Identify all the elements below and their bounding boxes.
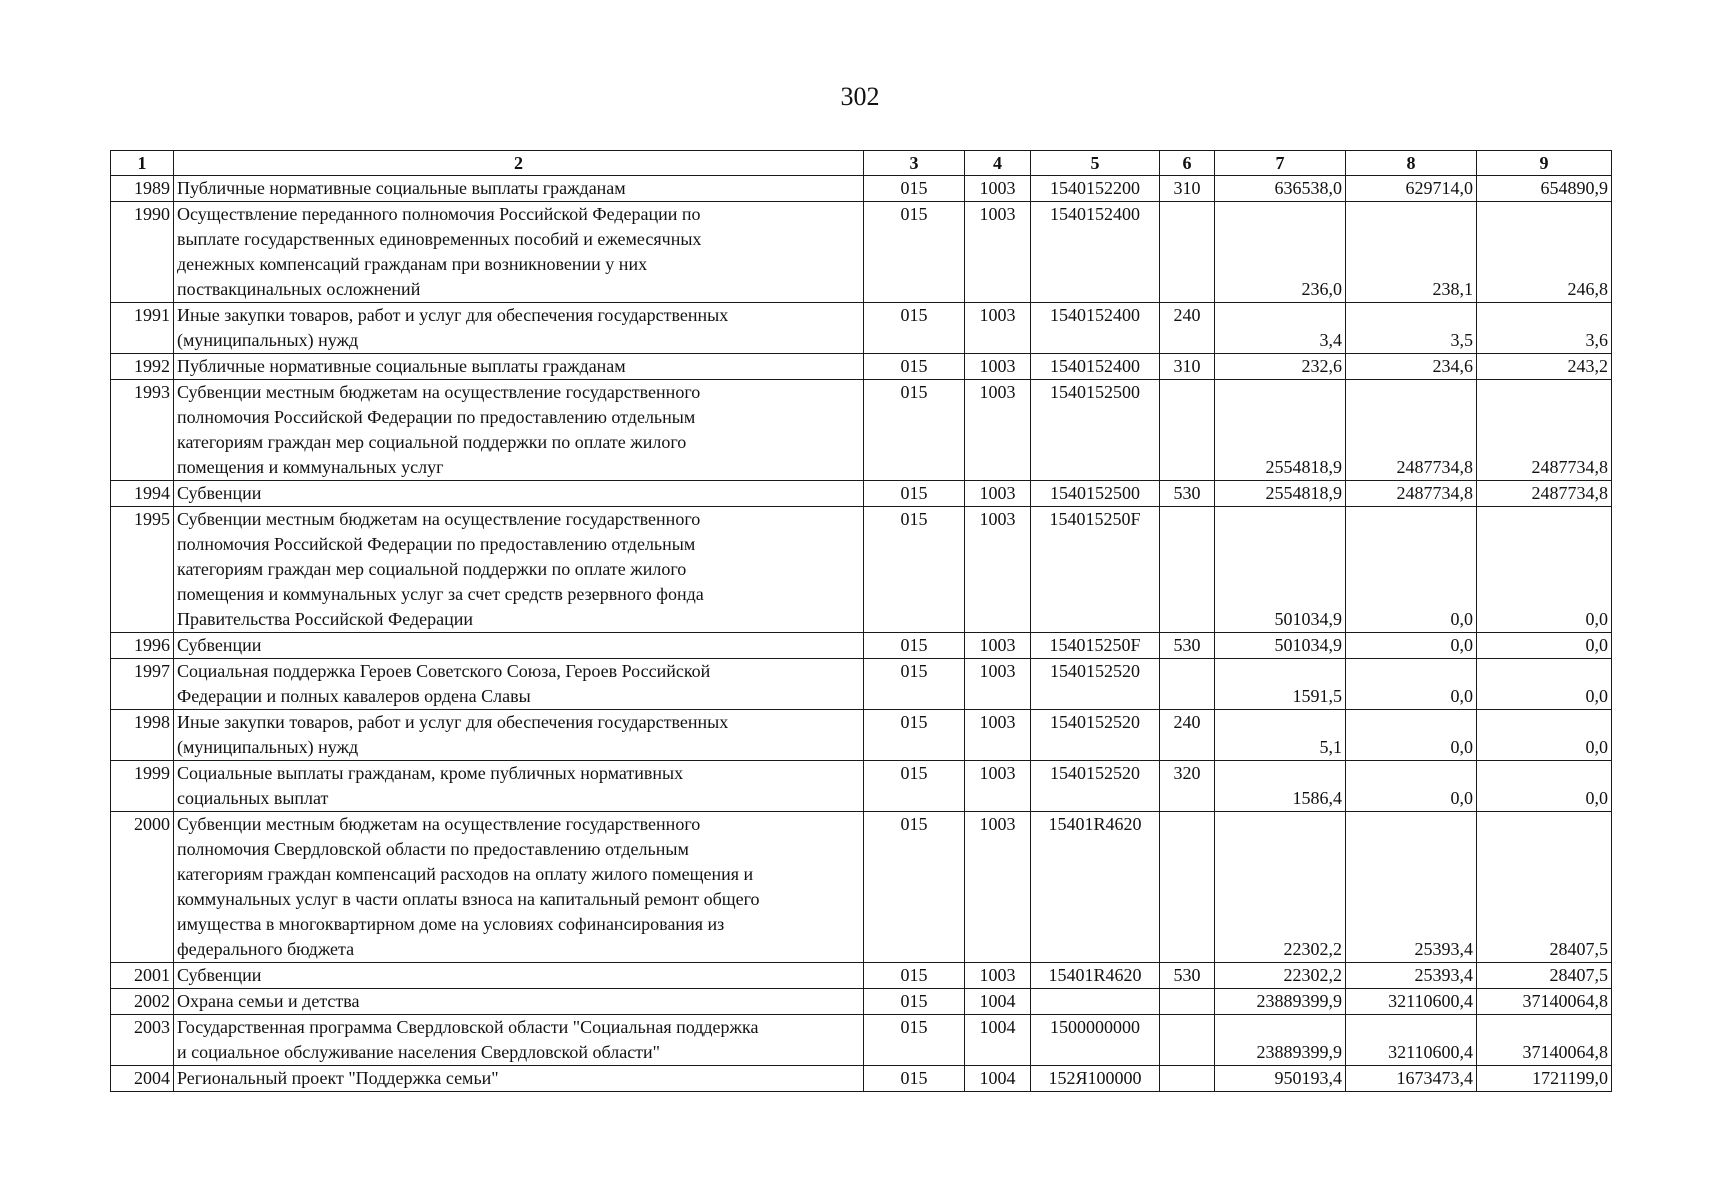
- section-code: 1003: [965, 710, 1031, 761]
- section-code: 1003: [965, 303, 1031, 354]
- amount-col-7: 22302,2: [1215, 812, 1346, 963]
- target-article-code: 15401R4620: [1031, 812, 1160, 963]
- ministry-code: 015: [864, 633, 965, 659]
- amount-col-9: 37140064,8: [1477, 1015, 1612, 1066]
- row-number: 1992: [111, 354, 174, 380]
- section-code: 1003: [965, 380, 1031, 481]
- expense-type-code: 240: [1160, 303, 1215, 354]
- amount-col-9: 0,0: [1477, 710, 1612, 761]
- table-row: [111, 176, 1612, 202]
- table-row: [111, 659, 1612, 710]
- ministry-code: 015: [864, 963, 965, 989]
- amount-col-9: 0,0: [1477, 761, 1612, 812]
- ministry-code: 015: [864, 659, 965, 710]
- amount-col-8: 0,0: [1346, 761, 1477, 812]
- budget-table: [110, 150, 1612, 1092]
- target-article-code: 1540152200: [1031, 176, 1160, 202]
- row-name: Иные закупки товаров, работ и услуг для обеспечения государственных (муниципальных) нужд: [174, 710, 864, 761]
- row-name: Социальная поддержка Героев Советского Союза, Героев Российской Федерации и полных кавалеров ордена Славы: [174, 659, 864, 710]
- section-code: 1004: [965, 989, 1031, 1015]
- column-header: 4: [965, 151, 1031, 176]
- row-name: Субвенции местным бюджетам на осуществление государственного полномочия Российской Федерации по предоставлению отдельным категориям граждан мер социальной поддержки по оплате жилого помещения и коммунальных услуг: [174, 380, 864, 481]
- column-header: 8: [1346, 151, 1477, 176]
- section-code: 1003: [965, 761, 1031, 812]
- row-name: Публичные нормативные социальные выплаты гражданам: [174, 176, 864, 202]
- expense-type-code: [1160, 202, 1215, 303]
- table-row: [111, 1015, 1612, 1066]
- column-header: 2: [174, 151, 864, 176]
- column-header: 5: [1031, 151, 1160, 176]
- amount-col-8: 1673473,4: [1346, 1066, 1477, 1092]
- target-article-code: 1540152500: [1031, 380, 1160, 481]
- section-code: 1003: [965, 963, 1031, 989]
- target-article-code: 1540152400: [1031, 303, 1160, 354]
- expense-type-code: 310: [1160, 354, 1215, 380]
- expense-type-code: 320: [1160, 761, 1215, 812]
- section-code: 1003: [965, 176, 1031, 202]
- row-number: 1994: [111, 481, 174, 507]
- row-number: 1998: [111, 710, 174, 761]
- amount-col-7: 232,6: [1215, 354, 1346, 380]
- row-number: 2002: [111, 989, 174, 1015]
- table-row: [111, 354, 1612, 380]
- row-number: 2001: [111, 963, 174, 989]
- row-name: Осуществление переданного полномочия Российской Федерации по выплате государственных единовременных пособий и ежемесячных денежных компенсаций гражданам при возникновении у них поствакцинальных осложнений: [174, 202, 864, 303]
- table-row: [111, 989, 1612, 1015]
- row-number: 2000: [111, 812, 174, 963]
- table-body: [111, 176, 1612, 1092]
- amount-col-8: 238,1: [1346, 202, 1477, 303]
- table-row: [111, 303, 1612, 354]
- expense-type-code: 530: [1160, 481, 1215, 507]
- amount-col-8: 0,0: [1346, 507, 1477, 633]
- section-code: 1004: [965, 1015, 1031, 1066]
- target-article-code: 1500000000: [1031, 1015, 1160, 1066]
- ministry-code: 015: [864, 202, 965, 303]
- amount-col-9: 2487734,8: [1477, 481, 1612, 507]
- ministry-code: 015: [864, 354, 965, 380]
- target-article-code: [1031, 989, 1160, 1015]
- amount-col-7: 1586,4: [1215, 761, 1346, 812]
- ministry-code: 015: [864, 761, 965, 812]
- amount-col-9: 0,0: [1477, 659, 1612, 710]
- target-article-code: 1540152520: [1031, 710, 1160, 761]
- amount-col-9: 37140064,8: [1477, 989, 1612, 1015]
- table-row: [111, 963, 1612, 989]
- row-name: Субвенции: [174, 481, 864, 507]
- header-row: [111, 151, 1612, 176]
- ministry-code: 015: [864, 507, 965, 633]
- amount-col-7: 5,1: [1215, 710, 1346, 761]
- expense-type-code: [1160, 1066, 1215, 1092]
- expense-type-code: [1160, 812, 1215, 963]
- table-row: [111, 507, 1612, 633]
- target-article-code: 15401R4620: [1031, 963, 1160, 989]
- section-code: 1003: [965, 481, 1031, 507]
- table-row: [111, 380, 1612, 481]
- row-number: 1991: [111, 303, 174, 354]
- table-row: [111, 481, 1612, 507]
- amount-col-9: 0,0: [1477, 633, 1612, 659]
- expense-type-code: 240: [1160, 710, 1215, 761]
- table-row: [111, 202, 1612, 303]
- column-header: 6: [1160, 151, 1215, 176]
- amount-col-8: 32110600,4: [1346, 1015, 1477, 1066]
- amount-col-9: 2487734,8: [1477, 380, 1612, 481]
- table-row: [111, 1066, 1612, 1092]
- section-code: 1003: [965, 659, 1031, 710]
- amount-col-8: 32110600,4: [1346, 989, 1477, 1015]
- amount-col-9: 3,6: [1477, 303, 1612, 354]
- amount-col-8: 629714,0: [1346, 176, 1477, 202]
- amount-col-9: 28407,5: [1477, 963, 1612, 989]
- row-name: Охрана семьи и детства: [174, 989, 864, 1015]
- row-name: Государственная программа Свердловской области "Социальная поддержка и социальное обслуживание населения Свердловской области": [174, 1015, 864, 1066]
- amount-col-9: 0,0: [1477, 507, 1612, 633]
- section-code: 1003: [965, 507, 1031, 633]
- column-header: 7: [1215, 151, 1346, 176]
- target-article-code: 1540152400: [1031, 202, 1160, 303]
- amount-col-9: 28407,5: [1477, 812, 1612, 963]
- expense-type-code: 530: [1160, 963, 1215, 989]
- amount-col-8: 0,0: [1346, 710, 1477, 761]
- amount-col-7: 950193,4: [1215, 1066, 1346, 1092]
- amount-col-7: 501034,9: [1215, 633, 1346, 659]
- amount-col-7: 2554818,9: [1215, 481, 1346, 507]
- row-number: 1997: [111, 659, 174, 710]
- amount-col-7: 236,0: [1215, 202, 1346, 303]
- column-header: 3: [864, 151, 965, 176]
- row-number: 1990: [111, 202, 174, 303]
- row-name: Публичные нормативные социальные выплаты гражданам: [174, 354, 864, 380]
- amount-col-8: 234,6: [1346, 354, 1477, 380]
- amount-col-7: 3,4: [1215, 303, 1346, 354]
- expense-type-code: [1160, 380, 1215, 481]
- expense-type-code: [1160, 507, 1215, 633]
- target-article-code: 154015250F: [1031, 507, 1160, 633]
- section-code: 1003: [965, 812, 1031, 963]
- amount-col-8: 25393,4: [1346, 812, 1477, 963]
- amount-col-7: 1591,5: [1215, 659, 1346, 710]
- amount-col-8: 0,0: [1346, 633, 1477, 659]
- ministry-code: 015: [864, 303, 965, 354]
- table-row: [111, 710, 1612, 761]
- ministry-code: 015: [864, 1066, 965, 1092]
- amount-col-8: 3,5: [1346, 303, 1477, 354]
- amount-col-9: 1721199,0: [1477, 1066, 1612, 1092]
- expense-type-code: [1160, 659, 1215, 710]
- page-number: 302: [840, 82, 880, 111]
- table-row: [111, 633, 1612, 659]
- row-number: 2004: [111, 1066, 174, 1092]
- ministry-code: 015: [864, 380, 965, 481]
- ministry-code: 015: [864, 812, 965, 963]
- section-code: 1004: [965, 1066, 1031, 1092]
- amount-col-9: 654890,9: [1477, 176, 1612, 202]
- amount-col-8: 0,0: [1346, 659, 1477, 710]
- amount-col-7: 22302,2: [1215, 963, 1346, 989]
- row-name: Иные закупки товаров, работ и услуг для обеспечения государственных (муниципальных) нужд: [174, 303, 864, 354]
- row-number: 2003: [111, 1015, 174, 1066]
- row-number: 1993: [111, 380, 174, 481]
- column-header: 9: [1477, 151, 1612, 176]
- target-article-code: 1540152520: [1031, 761, 1160, 812]
- amount-col-8: 25393,4: [1346, 963, 1477, 989]
- amount-col-7: 2554818,9: [1215, 380, 1346, 481]
- ministry-code: 015: [864, 989, 965, 1015]
- row-name: Социальные выплаты гражданам, кроме публичных нормативных социальных выплат: [174, 761, 864, 812]
- ministry-code: 015: [864, 1015, 965, 1066]
- amount-col-9: 246,8: [1477, 202, 1612, 303]
- amount-col-8: 2487734,8: [1346, 481, 1477, 507]
- row-name: Субвенции местным бюджетам на осуществление государственного полномочия Российской Федерации по предоставлению отдельным категориям граждан мер социальной поддержки по оплате жилого помещения и коммунальных услуг за счет средств резервного фонда Правительства Российской Федерации: [174, 507, 864, 633]
- ministry-code: 015: [864, 176, 965, 202]
- ministry-code: 015: [864, 710, 965, 761]
- row-number: 1995: [111, 507, 174, 633]
- section-code: 1003: [965, 633, 1031, 659]
- expense-type-code: 310: [1160, 176, 1215, 202]
- target-article-code: 1540152500: [1031, 481, 1160, 507]
- section-code: 1003: [965, 202, 1031, 303]
- amount-col-7: 636538,0: [1215, 176, 1346, 202]
- row-name: Субвенции: [174, 963, 864, 989]
- row-number: 1996: [111, 633, 174, 659]
- amount-col-7: 501034,9: [1215, 507, 1346, 633]
- amount-col-7: 23889399,9: [1215, 989, 1346, 1015]
- expense-type-code: [1160, 1015, 1215, 1066]
- expense-type-code: [1160, 989, 1215, 1015]
- row-name: Субвенции: [174, 633, 864, 659]
- amount-col-8: 2487734,8: [1346, 380, 1477, 481]
- amount-col-9: 243,2: [1477, 354, 1612, 380]
- section-code: 1003: [965, 354, 1031, 380]
- row-name: Региональный проект "Поддержка семьи": [174, 1066, 864, 1092]
- ministry-code: 015: [864, 481, 965, 507]
- column-header: 1: [111, 151, 174, 176]
- table-row: [111, 761, 1612, 812]
- table-row: [111, 812, 1612, 963]
- target-article-code: 152Я100000: [1031, 1066, 1160, 1092]
- row-number: 1999: [111, 761, 174, 812]
- expense-type-code: 530: [1160, 633, 1215, 659]
- target-article-code: 1540152520: [1031, 659, 1160, 710]
- row-number: 1989: [111, 176, 174, 202]
- amount-col-7: 23889399,9: [1215, 1015, 1346, 1066]
- row-name: Субвенции местным бюджетам на осуществление государственного полномочия Свердловской области по предоставлению отдельным категориям граждан компенсаций расходов на оплату жилого помещения и коммунальных услуг в части оплаты взноса на капитальный ремонт общего имущества в многоквартирном доме на условиях софинансирования из федерального бюджета: [174, 812, 864, 963]
- target-article-code: 154015250F: [1031, 633, 1160, 659]
- target-article-code: 1540152400: [1031, 354, 1160, 380]
